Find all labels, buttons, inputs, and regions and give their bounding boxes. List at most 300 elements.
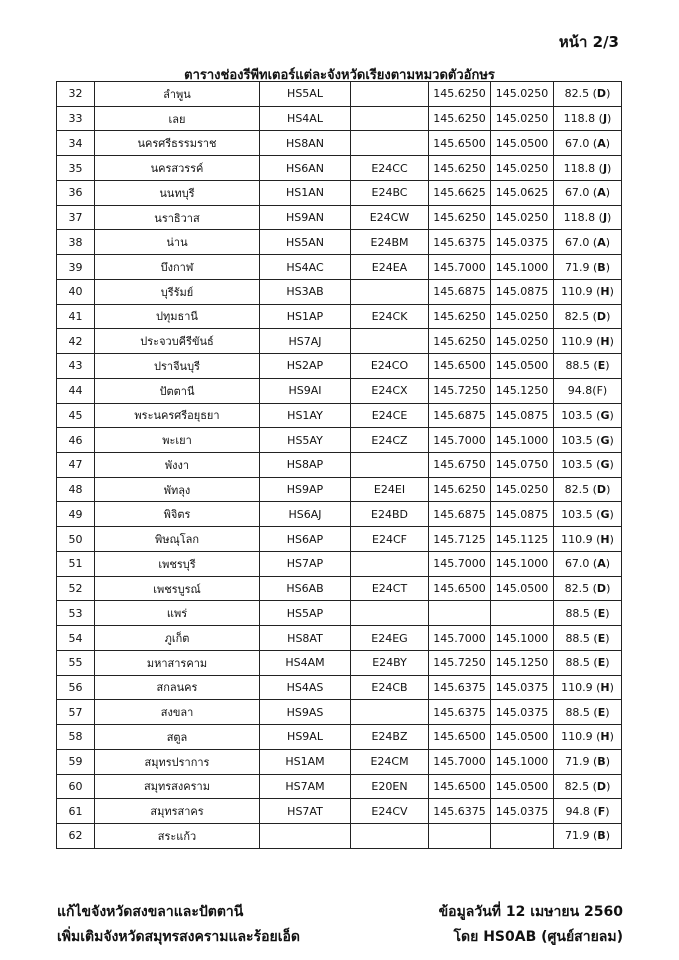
row-number: 61 [57,799,95,824]
footer-notes [57,900,300,950]
row-number: 55 [57,650,95,675]
table-row [57,749,622,774]
row-number: 37 [57,205,95,230]
callsign: HS7AT [260,799,351,824]
tone-value: 118.8 [563,161,596,175]
table-row [57,576,622,601]
echolink-node: E20EN [351,774,429,799]
callsign: HS9AI [260,378,351,403]
echolink-node: E24CW [351,205,429,230]
table-row [57,453,622,478]
input-frequency: 145.0875 [491,279,554,304]
province-name: พระนครศรีอยุธยา [95,403,260,428]
ctcss-tone: 94.8(F) [554,378,622,403]
input-frequency: 145.0875 [491,502,554,527]
table-row [57,675,622,700]
ctcss-tone: 88.5 (E) [554,354,622,379]
row-number: 41 [57,304,95,329]
input-frequency: 145.1000 [491,551,554,576]
tone-letter: G [600,408,610,422]
ctcss-tone: 94.8 (F) [554,799,622,824]
ctcss-tone: 118.8 (J) [554,106,622,131]
echolink-node: E24CT [351,576,429,601]
echolink-node: E24CK [351,304,429,329]
output-frequency: 145.7000 [429,626,491,651]
tone-letter: F [597,804,606,818]
row-number: 48 [57,477,95,502]
echolink-node [351,700,429,725]
tone-letter: H [600,730,610,744]
ctcss-tone: 103.5 (G) [554,403,622,428]
input-frequency: 145.0250 [491,304,554,329]
input-frequency: 145.1000 [491,428,554,453]
table-row [57,403,622,428]
tone-letter: E [597,359,606,373]
table-row [57,106,622,131]
tone-letter: E [597,656,606,670]
province-name: แพร่ [95,601,260,626]
province-name: มหาสารคาม [95,650,260,675]
province-name: ลำพูน [95,82,260,107]
output-frequency: 145.7000 [429,551,491,576]
row-number: 62 [57,824,95,849]
input-frequency: 145.0375 [491,675,554,700]
table-row [57,428,622,453]
tone-value: 88.5 [565,631,590,645]
row-number: 39 [57,255,95,280]
input-frequency: 145.0750 [491,453,554,478]
echolink-node: E24BD [351,502,429,527]
province-name: สมุทรสงคราม [95,774,260,799]
tone-letter: D [596,309,607,323]
table-row [57,700,622,725]
callsign: HS7AM [260,774,351,799]
callsign: HS1AM [260,749,351,774]
echolink-node [351,279,429,304]
callsign: HS6AP [260,527,351,552]
tone-letter: D [596,779,607,793]
input-frequency: 145.1125 [491,527,554,552]
province-name: ปทุมธานี [95,304,260,329]
province-name: สงขลา [95,700,260,725]
echolink-node: E24CV [351,799,429,824]
ctcss-tone: 110.9 (H) [554,279,622,304]
tone-value: 103.5 [561,458,593,472]
row-number: 51 [57,551,95,576]
table-row [57,725,622,750]
output-frequency: 145.6500 [429,725,491,750]
tone-letter: D [596,87,607,101]
province-name: บุรีรัมย์ [95,279,260,304]
output-frequency [429,824,491,849]
footer-note-added: เพิ่มเติมจังหวัดสมุทรสงครามและร้อยเอ็ด [57,929,300,945]
province-name: พัทลุง [95,477,260,502]
tone-letter: G [600,507,610,521]
page-number: หน้า 2/3 [558,33,619,51]
echolink-node [351,551,429,576]
table-row [57,354,622,379]
ctcss-tone: 88.5 (E) [554,601,622,626]
tone-letter: E [597,631,606,645]
ctcss-tone: 67.0 (A) [554,131,622,156]
tone-value: 82.5 [564,779,590,793]
row-number: 53 [57,601,95,626]
table-row [57,180,622,205]
input-frequency: 145.0500 [491,131,554,156]
input-frequency: 145.1000 [491,255,554,280]
tone-value: 110.9 [561,680,593,694]
output-frequency: 145.6875 [429,502,491,527]
input-frequency: 145.0375 [491,799,554,824]
table-row [57,626,622,651]
input-frequency: 145.1250 [491,378,554,403]
ctcss-tone: 103.5 (G) [554,502,622,527]
output-frequency: 145.7000 [429,428,491,453]
input-frequency: 145.1000 [491,626,554,651]
callsign: HS5AL [260,82,351,107]
output-frequency: 145.6375 [429,700,491,725]
tone-letter: G [600,433,610,447]
tone-letter: H [600,334,610,348]
tone-value: 110.9 [561,285,593,299]
row-number: 49 [57,502,95,527]
ctcss-tone: 71.9 (B) [554,824,622,849]
echolink-node: E24BY [351,650,429,675]
ctcss-tone: 71.9 (B) [554,749,622,774]
row-number: 56 [57,675,95,700]
callsign: HS5AP [260,601,351,626]
echolink-node: E24CZ [351,428,429,453]
echolink-node [351,453,429,478]
echolink-node: E24CE [351,403,429,428]
row-number: 38 [57,230,95,255]
ctcss-tone: 67.0 (A) [554,551,622,576]
input-frequency: 145.0250 [491,106,554,131]
callsign: HS4AC [260,255,351,280]
callsign [260,824,351,849]
footer-date: ข้อมูลวันที่ 12 เมษายน 2560 [438,904,623,920]
callsign: HS9AS [260,700,351,725]
tone-letter: A [597,557,606,571]
callsign: HS4AS [260,675,351,700]
province-name: ภูเก็ต [95,626,260,651]
callsign: HS5AN [260,230,351,255]
ctcss-tone: 88.5 (E) [554,650,622,675]
ctcss-tone: 67.0 (A) [554,230,622,255]
echolink-node [351,82,429,107]
province-name: พังงา [95,453,260,478]
row-number: 34 [57,131,95,156]
province-name: นราธิวาส [95,205,260,230]
output-frequency: 145.6875 [429,403,491,428]
province-name: เลย [95,106,260,131]
echolink-node: E24CO [351,354,429,379]
tone-letter: G [600,458,610,472]
footer-author: โดย HS0AB (ศูนย์สายลม) [453,929,623,945]
row-number: 46 [57,428,95,453]
input-frequency: 145.0500 [491,576,554,601]
input-frequency: 145.0500 [491,354,554,379]
callsign: HS8AT [260,626,351,651]
input-frequency: 145.1250 [491,650,554,675]
output-frequency: 145.6250 [429,329,491,354]
input-frequency: 145.0375 [491,230,554,255]
tone-value: 67.0 [564,186,590,200]
row-number: 47 [57,453,95,478]
ctcss-tone: 103.5 (G) [554,453,622,478]
row-number: 60 [57,774,95,799]
tone-letter: J [602,161,608,175]
ctcss-tone: 82.5 (D) [554,477,622,502]
tone-value: 67.0 [564,235,590,249]
callsign: HS1AP [260,304,351,329]
callsign: HS6AJ [260,502,351,527]
callsign: HS1AN [260,180,351,205]
province-name: บึงกาฬ [95,255,260,280]
table-row [57,551,622,576]
echolink-node [351,329,429,354]
output-frequency: 145.7250 [429,650,491,675]
callsign: HS7AP [260,551,351,576]
province-name: ประจวบคีรีขันธ์ [95,329,260,354]
callsign: HS4AM [260,650,351,675]
output-frequency: 145.6500 [429,576,491,601]
output-frequency: 145.6375 [429,675,491,700]
echolink-node: E24CF [351,527,429,552]
echolink-node: E24EG [351,626,429,651]
echolink-node: E24BC [351,180,429,205]
ctcss-tone: 103.5 (G) [554,428,622,453]
table-row [57,650,622,675]
tone-letter: D [596,483,607,497]
ctcss-tone: 82.5 (D) [554,774,622,799]
tone-value: 118.8 [563,112,596,126]
footer-note-edit: แก้ไขจังหวัดสงขลาและปัตตานี [57,904,244,920]
tone-value: 71.9 [565,260,590,274]
tone-value: 67.0 [564,136,590,150]
tone-value: 94.8 [565,804,590,818]
input-frequency: 145.0250 [491,329,554,354]
tone-value: 118.8 [563,211,596,225]
table-row [57,601,622,626]
footer-source [439,900,623,950]
table-row [57,304,622,329]
ctcss-tone: 67.0 (A) [554,180,622,205]
echolink-node: E24CX [351,378,429,403]
tone-value: 88.5 [565,656,590,670]
input-frequency: 145.0500 [491,725,554,750]
table-row [57,329,622,354]
callsign: HS9AN [260,205,351,230]
row-number: 50 [57,527,95,552]
output-frequency: 145.6500 [429,354,491,379]
row-number: 59 [57,749,95,774]
ctcss-tone: 88.5 (E) [554,700,622,725]
ctcss-tone: 110.9 (H) [554,725,622,750]
input-frequency: 145.0250 [491,82,554,107]
ctcss-tone: 110.9 (H) [554,675,622,700]
input-frequency: 145.0875 [491,403,554,428]
tone-letter: H [600,285,610,299]
tone-value: 82.5 [564,87,590,101]
row-number: 52 [57,576,95,601]
callsign: HS7AJ [260,329,351,354]
tone-value: 110.9 [561,334,593,348]
callsign: HS2AP [260,354,351,379]
repeater-table-body [57,82,622,849]
tone-value: 71.9 [565,829,590,843]
tone-value: 110.9 [561,730,593,744]
province-name: สมุทรปราการ [95,749,260,774]
tone-letter: D [596,582,607,596]
table-row [57,156,622,181]
table-row [57,502,622,527]
echolink-node [351,131,429,156]
tone-value: 82.5 [564,483,590,497]
output-frequency: 145.6250 [429,82,491,107]
output-frequency: 145.6500 [429,774,491,799]
echolink-node: E24CB [351,675,429,700]
output-frequency: 145.7250 [429,378,491,403]
tone-value: 110.9 [561,532,593,546]
row-number: 57 [57,700,95,725]
callsign: HS1AY [260,403,351,428]
province-name: น่าน [95,230,260,255]
table-row [57,527,622,552]
input-frequency: 145.0375 [491,700,554,725]
province-name: เพชรบุรี [95,551,260,576]
table-row [57,774,622,799]
table-row [57,279,622,304]
input-frequency: 145.0250 [491,156,554,181]
output-frequency: 145.6625 [429,180,491,205]
ctcss-tone: 82.5 (D) [554,304,622,329]
repeater-table [56,81,622,849]
output-frequency: 145.6375 [429,230,491,255]
row-number: 42 [57,329,95,354]
echolink-node: E24BM [351,230,429,255]
province-name: พะเยา [95,428,260,453]
table-row [57,255,622,280]
tone-value: 88.5 [565,359,590,373]
table-row [57,799,622,824]
province-name: นครศรีธรรมราช [95,131,260,156]
output-frequency: 145.6250 [429,304,491,329]
tone-letter: B [597,755,606,769]
echolink-node: E24EI [351,477,429,502]
echolink-node [351,601,429,626]
ctcss-tone: 110.9 (H) [554,329,622,354]
tone-letter: E [597,606,606,620]
tone-letter: B [597,829,606,843]
province-name: ปัตตานี [95,378,260,403]
province-name: พิจิตร [95,502,260,527]
table-row [57,82,622,107]
tone-value: 82.5 [564,309,590,323]
output-frequency: 145.7000 [429,749,491,774]
output-frequency: 145.6750 [429,453,491,478]
tone-letter: H [600,680,610,694]
input-frequency [491,601,554,626]
tone-letter: B [597,260,606,274]
input-frequency: 145.0250 [491,477,554,502]
tone-value: 88.5 [565,705,590,719]
row-number: 44 [57,378,95,403]
province-name: เพชรบูรณ์ [95,576,260,601]
output-frequency: 145.6250 [429,477,491,502]
callsign: HS3AB [260,279,351,304]
table-row [57,477,622,502]
province-name: สระแก้ว [95,824,260,849]
province-name: นนทบุรี [95,180,260,205]
table-row [57,824,622,849]
tone-value: 103.5 [561,408,593,422]
output-frequency: 145.6500 [429,131,491,156]
province-name: พิษณุโลก [95,527,260,552]
ctcss-tone: 82.5 (D) [554,576,622,601]
tone-value: 82.5 [564,582,590,596]
province-name: ปราจีนบุรี [95,354,260,379]
province-name: สกลนคร [95,675,260,700]
input-frequency: 145.0625 [491,180,554,205]
tone-value: 103.5 [561,433,593,447]
callsign: HS5AY [260,428,351,453]
ctcss-tone: 118.8 (J) [554,205,622,230]
tone-value: 103.5 [561,507,593,521]
output-frequency: 145.6375 [429,799,491,824]
table-row [57,205,622,230]
output-frequency: 145.6250 [429,205,491,230]
tone-letter: J [602,211,608,225]
output-frequency: 145.6250 [429,106,491,131]
row-number: 54 [57,626,95,651]
echolink-node: E24BZ [351,725,429,750]
table-row [57,230,622,255]
callsign: HS6AN [260,156,351,181]
output-frequency: 145.6875 [429,279,491,304]
tone-value: 94.8 [567,384,593,398]
input-frequency: 145.0250 [491,205,554,230]
tone-value: 88.5 [565,606,590,620]
row-number: 33 [57,106,95,131]
row-number: 32 [57,82,95,107]
callsign: HS8AN [260,131,351,156]
input-frequency: 145.0500 [491,774,554,799]
province-name: สมุทรสาคร [95,799,260,824]
output-frequency: 145.7000 [429,255,491,280]
tone-letter: H [600,532,610,546]
row-number: 43 [57,354,95,379]
ctcss-tone: 118.8 (J) [554,156,622,181]
echolink-node: E24CM [351,749,429,774]
echolink-node: E24CC [351,156,429,181]
table-row [57,378,622,403]
callsign: HS6AB [260,576,351,601]
output-frequency: 145.7125 [429,527,491,552]
tone-letter: A [597,136,606,150]
callsign: HS9AL [260,725,351,750]
page-title: ตารางช่องรีพีทเตอร์แต่ละจังหวัดเรียงตามหมวดตัวอักษร [184,68,495,83]
tone-letter: J [602,112,608,126]
tone-letter: A [597,186,606,200]
ctcss-tone: 71.9 (B) [554,255,622,280]
tone-value: 67.0 [564,557,590,571]
row-number: 40 [57,279,95,304]
tone-letter: E [597,705,606,719]
row-number: 35 [57,156,95,181]
callsign: HS9AP [260,477,351,502]
input-frequency [491,824,554,849]
